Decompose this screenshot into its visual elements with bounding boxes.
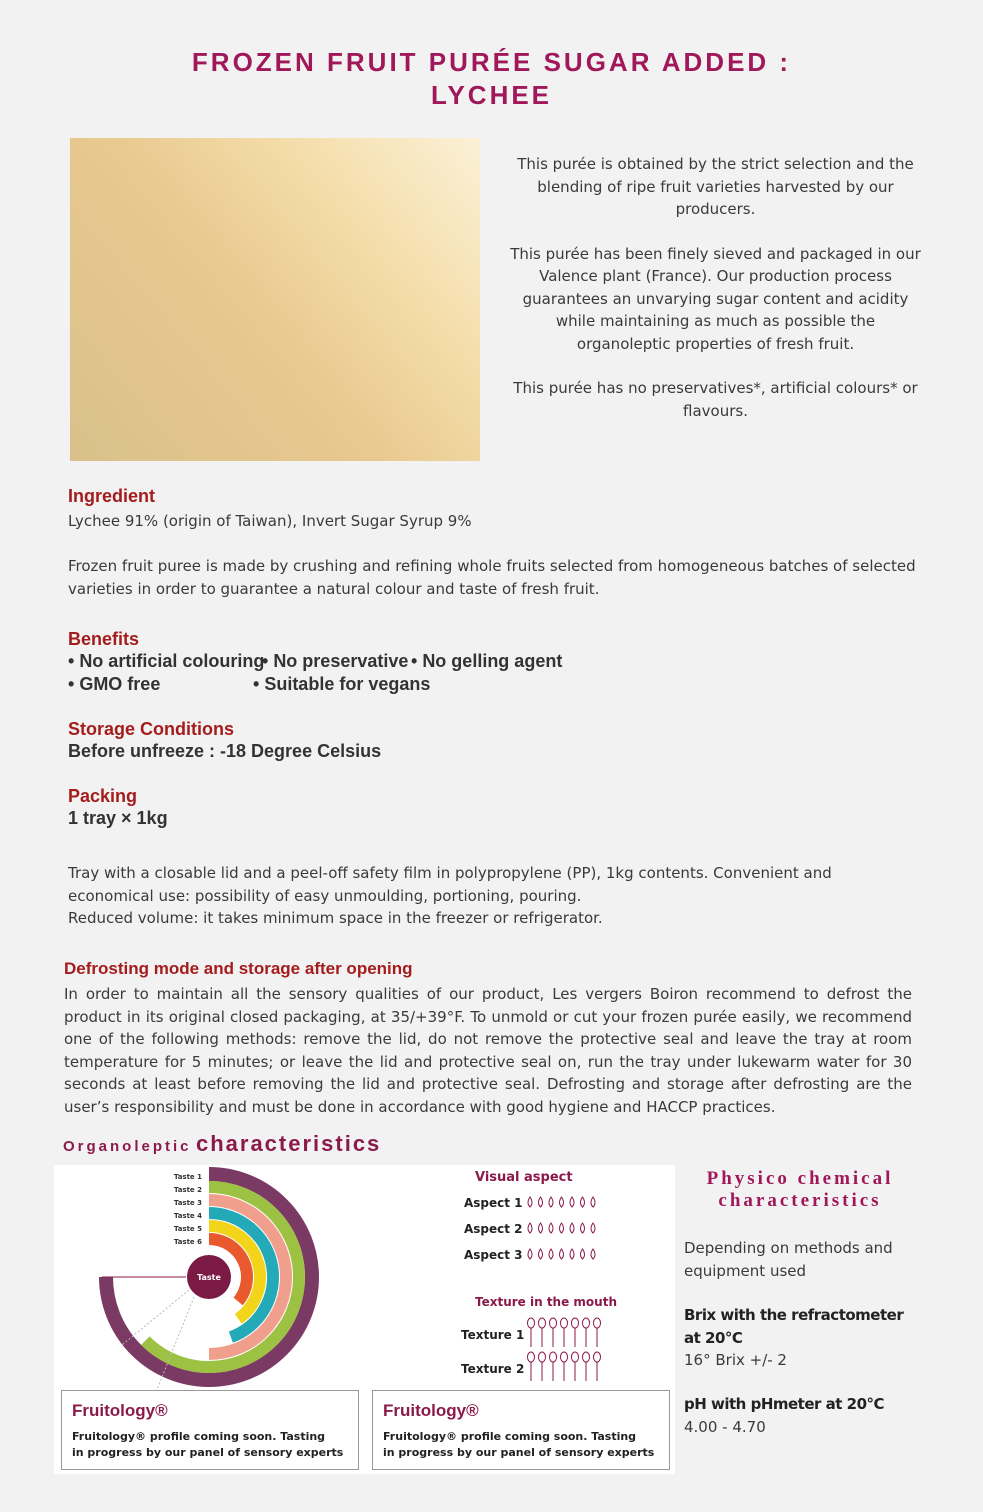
organoleptic-heading-big: characteristics [195, 1131, 382, 1156]
taste-label: Taste 6 [173, 1238, 202, 1246]
title-line-1: FROZEN FRUIT PURÉE SUGAR ADDED : [191, 47, 792, 77]
packing-heading: Packing [68, 786, 138, 806]
intro-paragraph-1: This purée is obtained by the strict selection and the blending of ripe fruit varieties harvested by our producers. [517, 155, 914, 218]
drop-icon [528, 1223, 532, 1233]
taste-label: Taste 2 [173, 1186, 202, 1194]
spoon-icon [572, 1352, 579, 1381]
aspect-label: Aspect 1 [464, 1196, 523, 1210]
fruitology-box-taste [61, 1390, 359, 1470]
benefit-item: • No artificial colouring [68, 651, 265, 671]
taste-label: Taste 1 [173, 1173, 202, 1181]
drop-icon [591, 1223, 595, 1233]
texture-spoon-icons [528, 1318, 601, 1381]
spoon-icon [528, 1352, 535, 1381]
drop-icon [539, 1223, 543, 1233]
product-photo [70, 138, 480, 461]
brix-value: 16° Brix +/- 2 [684, 1351, 787, 1369]
spoon-icon [572, 1318, 579, 1347]
fruitology-text: Fruitology® profile coming soon. Tasting in progress by our panel of sensory experts [383, 1430, 655, 1459]
benefits-heading: Benefits [68, 629, 140, 649]
storage-heading: Storage Conditions [68, 719, 234, 739]
spoon-icon [539, 1352, 546, 1381]
organoleptic-heading [63, 1131, 381, 1157]
spoon-icon [561, 1318, 568, 1347]
drop-icon [581, 1197, 585, 1207]
spoon-icon [594, 1352, 601, 1381]
brix-label: Brix with the refractometer at 20°C [684, 1306, 904, 1347]
taste-label: Taste 5 [173, 1225, 202, 1233]
physico-heading: Physico chemical characteristics [706, 1168, 894, 1211]
texture-label: Texture 2 [461, 1362, 525, 1376]
taste-label: Taste 3 [173, 1199, 202, 1207]
intro-text [508, 153, 923, 444]
visual-aspect-heading: Visual aspect [475, 1170, 573, 1185]
fruitology-title: Fruitology® [72, 1401, 168, 1420]
packing-line: 1 tray × 1kg [68, 808, 168, 828]
spoon-icon [528, 1318, 535, 1347]
packing-volume-note: Reduced volume: it takes minimum space in the freezer or refrigerator. [68, 909, 603, 927]
benefit-item: • No gelling agent [411, 651, 563, 671]
fruitology-text: Fruitology® profile coming soon. Tasting in progress by our panel of sensory experts [72, 1430, 344, 1459]
organoleptic-heading-small: Organoleptic [63, 1138, 192, 1155]
drop-icon [570, 1249, 574, 1259]
spoon-icon [539, 1318, 546, 1347]
drop-icon [560, 1249, 564, 1259]
drop-icon [549, 1197, 553, 1207]
drop-icon [560, 1223, 564, 1233]
drop-icon [560, 1197, 564, 1207]
spoon-icon [583, 1318, 590, 1347]
texture-heading: Texture in the mouth [475, 1295, 617, 1309]
title-line-2: LYCHEE [430, 80, 553, 110]
physico-note: Depending on methods and equipment used [684, 1239, 893, 1280]
drop-icon [539, 1197, 543, 1207]
storage-line: Before unfreeze : -18 Degree Celsius [68, 741, 382, 761]
intro-paragraph-3: This purée has no preservatives*, artificial colours* or flavours. [513, 379, 918, 420]
defrost-heading: Defrosting mode and storage after opening [64, 959, 413, 978]
defrost-text: In order to maintain all the sensory qualities of our product, Les vergers Boiron recommend to defrost the product in its original closed packaging, at 35/+39°F. To unmold or cut your frozen purée easily, we recommend one of the following methods: remove the lid, do not remove the protective seal and leave the tray at room temperature for 5 minutes; or leave the lid and protective seal on, run the tray under lukewarm water for 30 seconds at least before removing the lid and protective seal. Defrosting and storage after defrosting are the user’s responsibility and must be done in accordance with good hygiene and HACCP practices. [64, 985, 912, 1116]
benefit-item: • Suitable for vegans [253, 674, 431, 694]
spoon-icon [583, 1352, 590, 1381]
drop-icon [591, 1249, 595, 1259]
aspect-label: Aspect 3 [464, 1248, 523, 1262]
texture-label: Texture 1 [461, 1328, 525, 1342]
drop-icon [528, 1249, 532, 1259]
aspect-label: Aspect 2 [464, 1222, 523, 1236]
spoon-icon [550, 1352, 557, 1381]
drop-icon [581, 1223, 585, 1233]
taste-center-label: Taste [197, 1273, 221, 1282]
intro-paragraph-2: This purée has been finely sieved and packaged in our Valence plant (France). Our production process guarantees an unvarying sugar content and acidity while maintaining as much as possible the organoleptic properties of fresh fruit. [510, 244, 921, 353]
ph-block [684, 1393, 924, 1438]
page-title [0, 46, 983, 112]
spoon-icon [561, 1352, 568, 1381]
taste-label: Taste 4 [173, 1212, 202, 1220]
packing-description: Tray with a closable lid and a peel-off safety film in polypropylene (PP), 1kg contents. Convenient and economical use: possibility of easy unmoulding, portioning, pouring. [68, 864, 832, 905]
drop-icon [570, 1223, 574, 1233]
drop-icon [581, 1249, 585, 1259]
drop-icon [549, 1249, 553, 1259]
ph-label: pH with pHmeter at 20°C [684, 1395, 885, 1413]
ingredient-line: Lychee 91% (origin of Taiwan), Invert Sugar Syrup 9% [68, 512, 472, 530]
drop-icon [539, 1249, 543, 1259]
aspect-drop-icons [528, 1197, 595, 1259]
drop-icon [570, 1197, 574, 1207]
drop-icon [549, 1223, 553, 1233]
spoon-icon [594, 1318, 601, 1347]
drop-icon [591, 1197, 595, 1207]
ingredient-description: Frozen fruit puree is made by crushing and refining whole fruits selected from homogeneous batches of selected varieties in order to guarantee a natural colour and taste of fresh fruit. [68, 557, 916, 598]
fruitology-title: Fruitology® [383, 1401, 479, 1420]
ingredient-heading: Ingredient [68, 486, 156, 506]
ph-value: 4.00 - 4.70 [684, 1417, 766, 1436]
benefit-item: • GMO free [68, 674, 161, 694]
brix-block [684, 1304, 924, 1372]
drop-icon [528, 1197, 532, 1207]
fruitology-box-aspect [372, 1390, 670, 1470]
spoon-icon [550, 1318, 557, 1347]
benefit-item: • No preservative [262, 651, 409, 671]
taste-guide-line [122, 1290, 189, 1345]
